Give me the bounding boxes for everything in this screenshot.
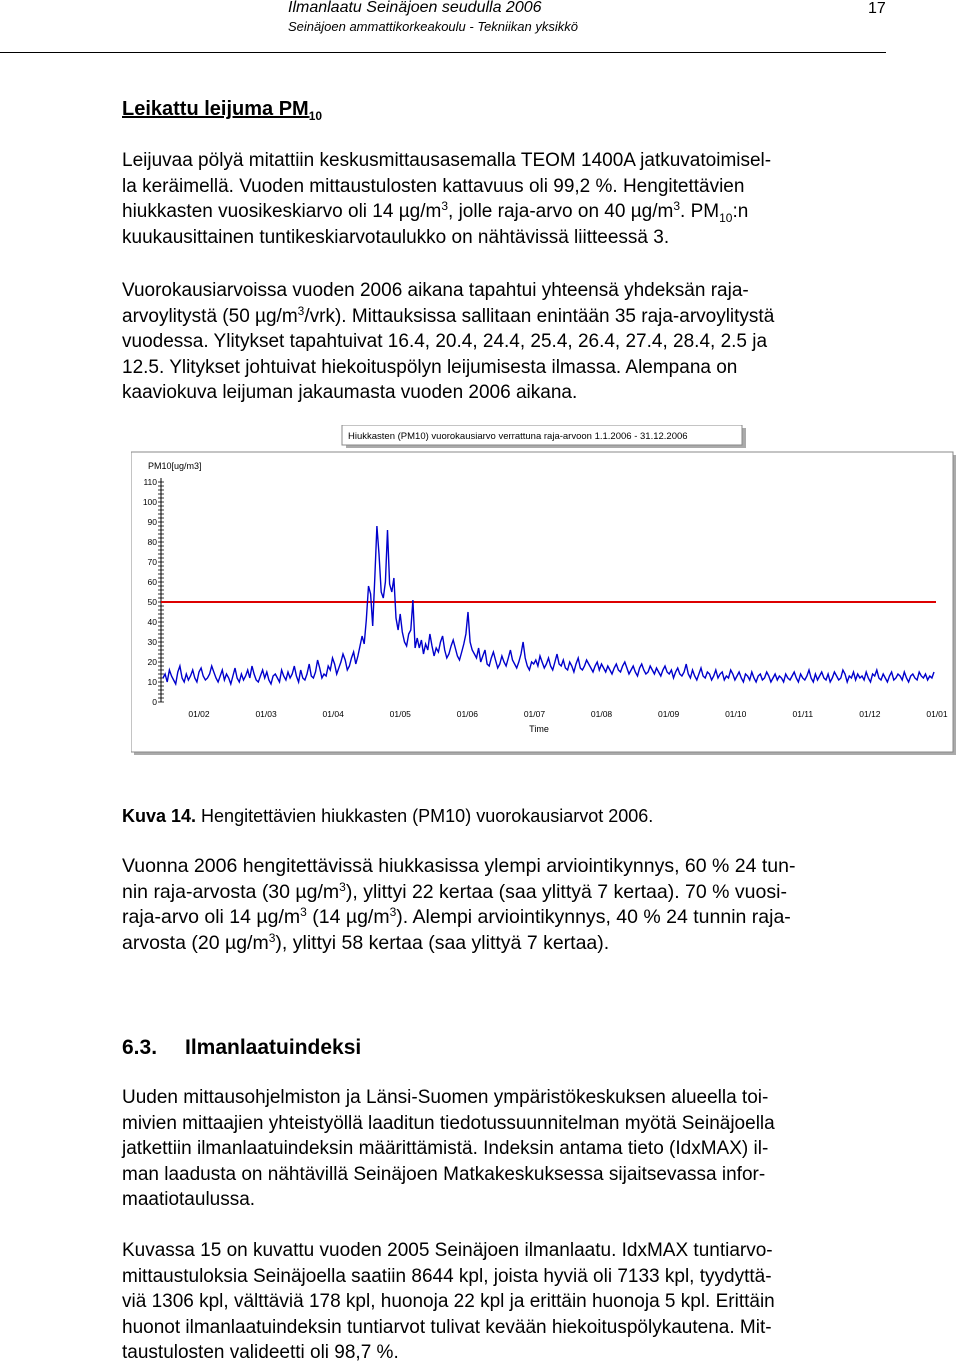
y-tick-label: 70	[147, 557, 157, 567]
y-tick-label: 10	[147, 677, 157, 687]
text-line: arvosta (20 $\mu g/m^3$), ylittyi 58 kertaa (saa ylittyä 7 kertaa).	[122, 930, 610, 954]
paragraph-index-results	[122, 1238, 886, 1366]
x-tick-label: 01/06	[456, 709, 479, 719]
text-line: Vuonna 2006 hengitettävissä hiukkasissa ylempi arviointikynnys, 60 % 24 tun-	[122, 855, 796, 877]
y-tick-label: 40	[147, 617, 157, 627]
text-line: Vuorokausiarvoissa vuoden 2006 aikana tapahtui yhteensä yhdeksän raja-	[122, 280, 749, 301]
text-line: arvoylitystä (50 $\mu g/m^3/vrk$). Mittauksissa sallitaan enintään 35 raja-arvoylitystä	[122, 303, 775, 327]
section-heading-index: 6.3. Ilmanlaatuindeksi	[122, 1036, 362, 1059]
text-line: huonot ilmanlaatuindeksin tuntiarvot tulivat kevään hiekoituspölykautena. Mit-	[122, 1316, 772, 1338]
text-line: raja-arvo oli 14 $\mu g/m^3$ (14 $\mu g/m^3$). Alempi arviointikynnys, 40 % 24 tunnin raja-	[122, 905, 791, 928]
text-line: hiukkasten vuosikeskiarvo oli 14 $\mu g/m^3$, jolle raja-arvo on 40 $\mu g/m^3$. $PM_{10}:n$	[122, 199, 749, 225]
text-line: mittaustuloksia Seinäjoella saatiin 8644 kpl, joista hyviä oli 7133 kpl, tyydyttä-	[122, 1265, 772, 1287]
paragraph-measurement	[122, 148, 886, 250]
x-axis-label: Time	[529, 724, 549, 734]
y-tick-label: 80	[147, 537, 157, 547]
y-tick-label: 60	[147, 577, 157, 587]
header-divider	[0, 52, 886, 53]
x-tick-label: 01/04	[322, 709, 344, 719]
text-line: jatkettiin ilmanlaatuindeksin määrittämistä. Indeksin antama tieto (IdxMAX) il-	[122, 1138, 769, 1159]
text-line: maatiotaulussa.	[122, 1189, 256, 1210]
y-tick-label: 0	[152, 697, 157, 707]
x-tick-label: 01/03	[255, 709, 277, 719]
y-axis-label: PM10[ug/m3]	[148, 461, 202, 471]
x-tick-label: 01/05	[389, 709, 411, 719]
page-number: 17	[868, 0, 886, 17]
text-line: vuodessa. Ylitykset tapahtuivat 16.4, 20.4, 24.4, 25.4, 26.4, 27.4, 28.4, 2.5 ja	[122, 331, 768, 352]
x-tick-label: 01/10	[725, 709, 747, 719]
y-tick-label: 20	[147, 657, 157, 667]
y-tick-label: 50	[147, 597, 157, 607]
x-tick-label: 01/01	[926, 709, 948, 719]
text-line: Leijuvaa pölyä mitattiin keskusmittausasemalla TEOM 1400A jatkuvatoimisel-	[122, 150, 772, 171]
text-line: taustulosten valideetti oli 98,7 %.	[122, 1342, 399, 1363]
y-tick-label: 110	[143, 477, 157, 487]
header-title: Ilmanlaatu Seinäjoen seudulla 2006	[288, 0, 542, 16]
text-line: man laadusta on nähtävillä Seinäjoen Matkakeskuksessa sijaitsevassa infor-	[122, 1163, 766, 1185]
paragraph-thresholds	[122, 854, 886, 956]
chart-title: Hiukkasten (PM10) vuorokausiarvo verrattuna raja-arvoon 1.1.2006 - 31.12.2006	[348, 431, 688, 442]
x-tick-label: 01/11	[792, 709, 814, 719]
paragraph-exceedances	[122, 278, 886, 406]
text-line: 12.5. Ylitykset johtuivat hiekoituspölyn leijumisesta ilmassa. Alempana on	[122, 356, 738, 378]
header-subtitle: Seinäjoen ammattikorkeakoulu - Tekniikan yksikkö	[288, 19, 578, 34]
text-line: la keräimellä. Vuoden mittaustulosten kattavuus oli 99,2 %. Hengitettävien	[122, 175, 745, 197]
figure-caption: Kuva 14. Hengitettävien hiukkasten (PM10) vuorokausiarvot 2006.	[122, 806, 654, 826]
text-line: Uuden mittausohjelmiston ja Länsi-Suomen ympäristökeskuksen alueella toi-	[122, 1087, 769, 1108]
y-tick-label: 30	[147, 637, 157, 647]
text-line: Kuvassa 15 on kuvattu vuoden 2005 Seinäjoen ilmanlaatu. IdxMAX tuntiarvo-	[122, 1240, 773, 1261]
paragraph-index-intro	[122, 1085, 886, 1213]
x-tick-label: 01/08	[590, 709, 613, 719]
x-tick-label: 01/02	[188, 709, 210, 719]
text-line: viä 1306 kpl, välttäviä 178 kpl, huonoja 22 kpl ja erittäin huonoja 5 kpl. Erittäin	[122, 1291, 775, 1312]
text-line: mivien mittaajien yhteistyöllä laaditun tiedotussuunnitelman myötä Seinäjoella	[122, 1112, 775, 1134]
page-header	[0, 0, 960, 56]
x-tick-label: 01/07	[523, 709, 546, 719]
pm10-chart	[131, 425, 960, 759]
y-tick-label: 100	[142, 497, 157, 507]
x-tick-label: 01/12	[859, 709, 881, 719]
text-line: kaaviokuva leijuman jakaumasta vuoden 2006 aikana.	[122, 382, 578, 403]
y-tick-label: 90	[147, 517, 157, 527]
text-line: kuukausittainen tuntikeskiarvotaulukko on nähtävissä liitteessä 3.	[122, 226, 670, 248]
x-tick-label: 01/09	[657, 709, 680, 719]
section-heading-pm10: Leikattu leijuma $PM_{10}$	[122, 98, 323, 123]
text-line: nin raja-arvosta (30 $\mu g/m^3$), ylittyi 22 kertaa (saa ylittyä 7 kertaa). 70 % vuosi-	[122, 879, 787, 903]
